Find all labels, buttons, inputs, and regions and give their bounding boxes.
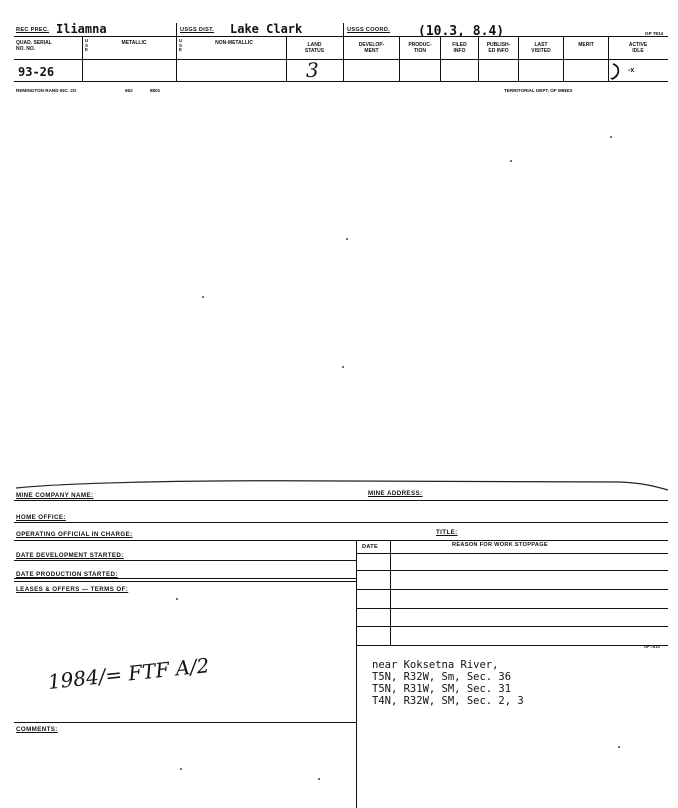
printer-label: REMINGTON RAND INC. 2G [16,88,77,93]
location-line: T4N, R32W, SM, Sec. 2, 3 [372,695,524,707]
divider [343,23,344,36]
dust-speck [510,160,512,162]
usgs-dist-label: USGS DIST. [180,27,215,33]
col-used-1: U S E [85,38,89,53]
usgs-coord-value: (10.3, 8.4) [418,24,505,39]
handwritten-note: 1984/= FTF A/2 [46,653,211,694]
col-active-idle: ACTIVE IDLE [628,42,648,54]
dust-speck [202,296,204,298]
form-number: GP 7814 [645,31,664,36]
stoppage-header-line [356,553,668,554]
stoppage-reason-col: REASON FOR WORK STOPPAGE [452,542,548,548]
divider [176,23,177,36]
prod-started-line-2 [14,581,356,582]
home-office-label: HOME OFFICE: [16,514,66,521]
location-line: near Koksetna River, [372,659,499,671]
prod-started-line [14,578,356,579]
col-used-2: U S E [179,38,183,53]
col-production: PRODUC- TION [408,42,432,54]
prod-started-label: DATE PRODUCTION STARTED: [16,571,118,578]
dev-started-label: DATE DEVELOPMENT STARTED: [16,552,124,559]
leases-label: LEASES & OFFERS — TERMS OF: [16,586,129,593]
mine-address-label: MINE ADDRESS: [368,490,423,497]
form-number-2: GP 7815 [644,644,660,649]
col-non-metallic: NON-METALLIC [215,40,253,46]
comments-line [14,722,356,723]
mine-company-line [14,500,668,501]
col-last-visited: LAST VISITED [531,42,551,54]
dust-speck [318,778,320,780]
usgs-coord-label: USGS COORD. [347,27,391,33]
department-label: TERRITORIAL DEPT. OF MINES [504,88,573,93]
active-hook-mark [608,62,628,82]
official-line [14,540,668,541]
mine-company-label: MINE COMPANY NAME: [16,492,94,499]
rec-prec-value: Iliamna [56,22,107,36]
quad-serial-value: 93-26 [18,65,55,79]
printer-code-2: 8801 [150,88,161,93]
stoppage-date-col: DATE [362,544,379,550]
stoppage-date-divider [390,540,391,645]
location-line: T5N, R32W, Sm, Sec. 36 [372,671,512,683]
col-land-status: LAND STATUS [304,42,325,54]
home-office-line [14,522,668,523]
usgs-dist-value: Lake Clark [230,22,303,36]
col-filed-info: FILED INFO [452,42,467,54]
col-merit: MERIT [578,42,594,48]
col-published-info: PUBLISH- ED INFO [486,42,511,54]
comments-label: COMMENTS: [16,726,58,733]
title-label: TITLE: [436,529,458,536]
dust-speck [180,768,182,770]
location-line: T5N, R31W, SM, Sec. 31 [372,683,512,695]
col-metallic: METALLIC [121,40,147,46]
stoppage-row-line [356,608,668,609]
col-quad-serial: QUAD. SERIAL NO. NO. [16,40,52,52]
rec-prec-label: REC PREC. [16,27,50,33]
operating-official-label: OPERATING OFFICIAL IN CHARGE: [16,531,133,538]
stoppage-bottom-line [356,645,668,646]
dust-speck [610,136,612,138]
stoppage-left-border [356,540,357,645]
dust-speck [176,598,178,600]
data-row-bottom [14,81,668,82]
dust-speck [618,746,620,748]
dev-started-line [14,560,356,561]
location-block [372,659,524,707]
header-row-bottom [14,59,668,60]
card-top-edge [14,476,670,496]
stoppage-row-line [356,589,668,590]
col-development: DEVELOP- MENT [358,42,385,54]
stoppage-row-line [356,626,668,627]
col-line [82,36,83,81]
col-line [176,36,177,81]
comments-right-border [356,645,357,808]
dust-speck [342,366,344,368]
stoppage-row-line [356,570,668,571]
printer-code-1: 662 [125,88,133,93]
active-mark: -x [628,67,635,74]
top-border [14,36,668,37]
dust-speck [346,238,348,240]
land-status-value: 3 [306,58,319,82]
